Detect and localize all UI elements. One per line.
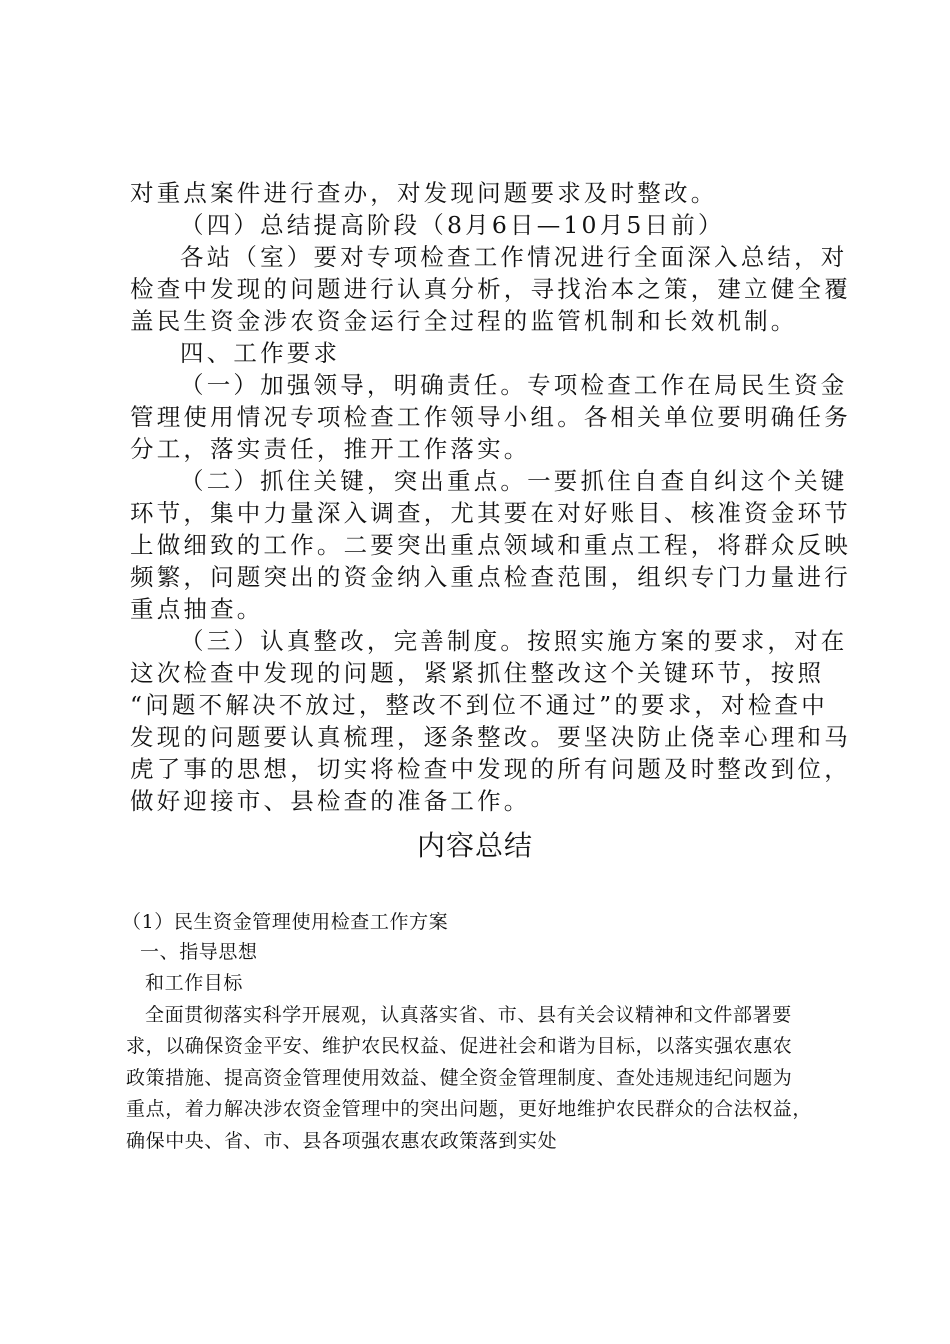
body-line: （二）抓住关键，突出重点。一要抓住自查自纠这个关键 (180, 467, 848, 495)
summary-line: 确保中央、省、市、县各项强农惠农政策落到实处 (126, 1130, 558, 1152)
summary-line: 一、指导思想 (140, 941, 258, 963)
section-heading: （四）总结提高阶段（8月6日—10月5日前） (180, 211, 725, 239)
summary-line: 重点，着力解决涉农资金管理中的突出问题，更好地维护农民群众的合法权益， (126, 1098, 813, 1120)
summary-line: 全面贯彻落实科学开展观，认真落实省、市、县有关会议精神和文件部署要 (145, 1004, 792, 1026)
summary-line: （1）民生资金管理使用检查工作方案 (122, 911, 449, 933)
body-line: 检查中发现的问题进行认真分析，寻找治本之策，建立健全覆 (130, 275, 851, 303)
body-line: 环节，集中力量深入调查，尤其要在对好账目、核准资金环节 (130, 499, 851, 527)
body-line: （一）加强领导，明确责任。专项检查工作在局民生资金 (180, 371, 848, 399)
body-line: 分工，落实责任，推开工作落实。 (130, 435, 531, 463)
summary-title: 内容总结 (416, 829, 533, 862)
section-heading: 四、工作要求 (180, 339, 341, 367)
body-line: 频繁，问题突出的资金纳入重点检查范围，组织专门力量进行 (130, 563, 851, 591)
body-line: 上做细致的工作。二要突出重点领域和重点工程，将群众反映 (130, 531, 851, 559)
body-line: 发现的问题要认真梳理，逐条整改。要坚决防止侥幸心理和马 (130, 723, 851, 751)
body-line: 做好迎接市、县检查的准备工作。 (130, 787, 531, 815)
summary-line: 政策措施、提高资金管理使用效益、健全资金管理制度、查处违规违纪问题为 (126, 1067, 793, 1089)
body-line: 对重点案件进行查办，对发现问题要求及时整改。 (130, 179, 718, 207)
body-line: 这次检查中发现的问题，紧紧抓住整改这个关键环节，按照 (130, 659, 825, 687)
body-line: 盖民生资金涉农资金运行全过程的监管机制和长效机制。 (130, 307, 798, 335)
summary-line: 和工作目标 (145, 972, 244, 994)
summary-line: 求，以确保资金平安、维护农民权益、促进社会和谐为目标，以落实强农惠农 (126, 1035, 793, 1057)
body-line: “问题不解决不放过，整改不到位不通过”的要求，对检查中 (130, 691, 828, 719)
body-line: （三）认真整改，完善制度。按照实施方案的要求，对在 (180, 627, 848, 655)
body-line: 虎了事的思想，切实将检查中发现的所有问题及时整改到位， (130, 755, 851, 783)
body-line: 重点抽查。 (130, 595, 264, 623)
body-line: 各站（室）要对专项检查工作情况进行全面深入总结，对 (180, 243, 848, 271)
body-line: 管理使用情况专项检查工作领导小组。各相关单位要明确任务 (130, 403, 851, 431)
